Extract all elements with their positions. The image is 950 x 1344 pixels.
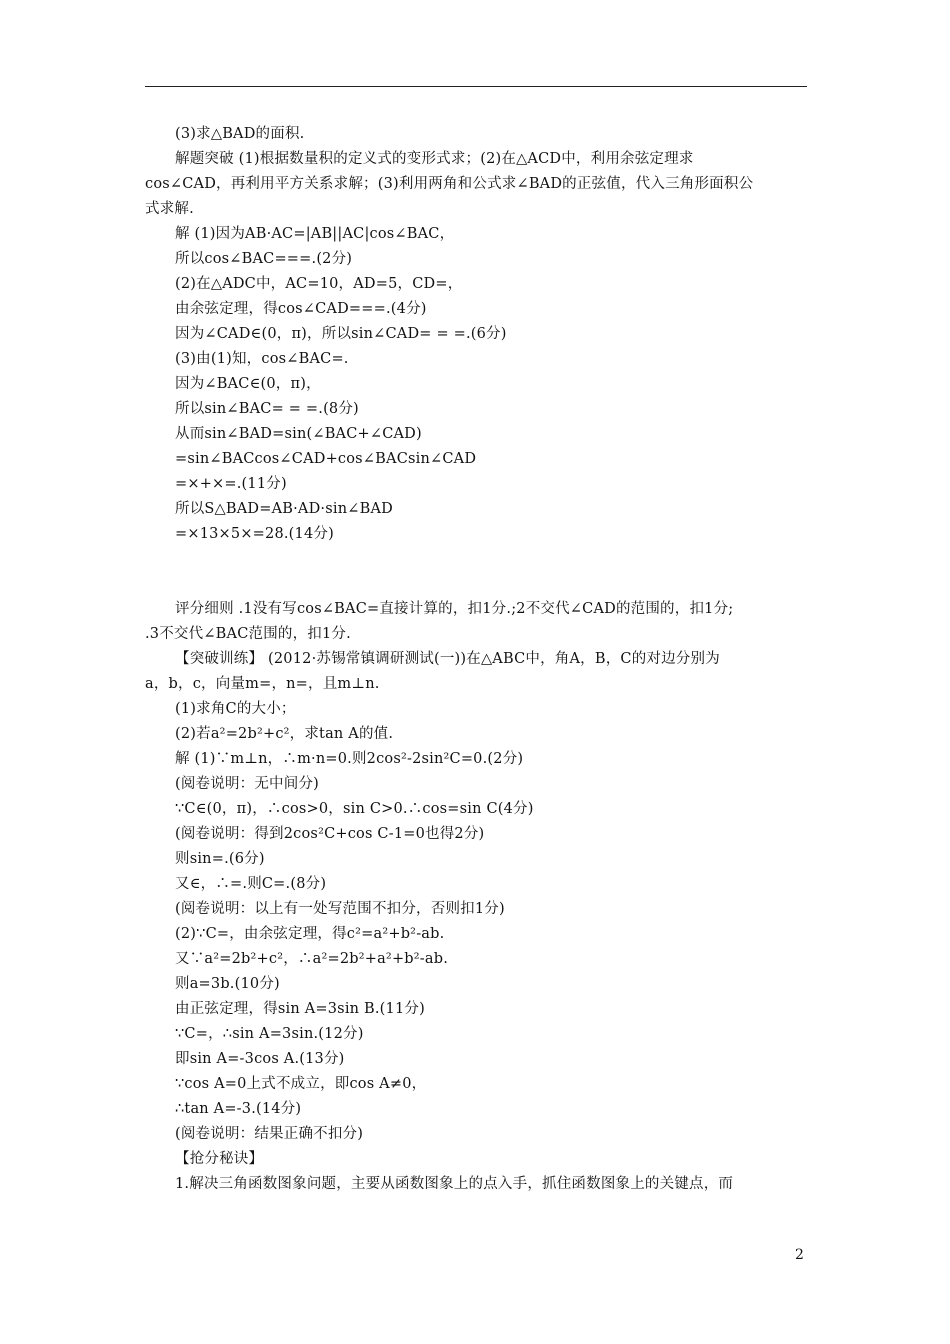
text-line: ∴tan A=-3.(14分) xyxy=(175,1101,302,1117)
text-line: (3)求△BAD的面积. xyxy=(175,126,305,142)
text-line: 即sin A=-3cos A.(13分) xyxy=(175,1051,345,1067)
text-line: 式求解. xyxy=(145,201,194,217)
text-line: 因为∠CAD∈(0，π)，所以sin∠CAD= = =.(6分) xyxy=(175,326,507,342)
text-line: ∵C∈(0，π)，∴cos>0，sin C>0.∴cos=sin C(4分) xyxy=(175,801,534,817)
text-line: (3)由(1)知，cos∠BAC=. xyxy=(175,351,349,367)
text-line: (阅卷说明：以上有一处写范围不扣分，否则扣1分) xyxy=(175,901,505,917)
text-line: 由正弦定理，得sin A=3sin B.(11分) xyxy=(175,1001,425,1017)
text-line: (1)求角C的大小； xyxy=(175,701,296,717)
text-line: (阅卷说明：结果正确不扣分) xyxy=(175,1126,364,1142)
text-line: 所以cos∠BAC===.(2分) xyxy=(175,251,353,267)
text-line: 解 (1)因为AB·AC=|AB||AC|cos∠BAC， xyxy=(175,226,455,242)
text-line: (2)∵C=，由余弦定理，得c²=a²+b²-ab. xyxy=(175,926,445,942)
text-line: 所以sin∠BAC= = =.(8分) xyxy=(175,401,359,417)
text-line: 所以S△BAD=AB·AD·sin∠BAD xyxy=(175,501,393,517)
text-line: 【抢分秘诀】 xyxy=(175,1151,264,1167)
text-line: 评分细则 .1没有写cos∠BAC=直接计算的，扣1分.;2不交代∠CAD的范围的，扣1分; xyxy=(175,601,734,617)
text-line: =×+×=.(11分) xyxy=(175,476,287,492)
text-line: =sin∠BACcos∠CAD+cos∠BACsin∠CAD xyxy=(175,451,477,467)
text-line: (2)在△ADC中，AC=10，AD=5，CD=， xyxy=(175,276,463,292)
page-number: 2 xyxy=(795,1247,804,1263)
text-line: 则sin=.(6分) xyxy=(175,851,265,867)
text-line: a，b，c，向量m=，n=，且m⊥n. xyxy=(145,676,380,692)
text-line: 【突破训练】 (2012·苏锡常镇调研测试(一))在△ABC中，角A，B，C的对边分别为 xyxy=(175,651,720,667)
header-rule xyxy=(145,86,807,87)
text-line: ∵C=，∴sin A=3sin.(12分) xyxy=(175,1026,364,1042)
text-line: 1.解决三角函数图象问题，主要从函数图象上的点入手，抓住函数图象上的关键点，而 xyxy=(175,1176,734,1192)
text-line: 则a=3b.(10分) xyxy=(175,976,280,992)
text-line: 又∵a²=2b²+c²，∴a²=2b²+a²+b²-ab. xyxy=(175,951,449,967)
text-line: cos∠CAD，再利用平方关系求解；(3)利用两角和公式求∠BAD的正弦值，代入三角形面积公 xyxy=(145,176,754,192)
text-line: .3不交代∠BAC范围的，扣1分. xyxy=(145,626,351,642)
text-line: 解题突破 (1)根据数量积的定义式的变形式求；(2)在△ACD中，利用余弦定理求 xyxy=(175,151,694,167)
text-line: 解 (1)∵m⊥n，∴m·n=0.则2cos²-2sin²C=0.(2分) xyxy=(175,751,524,767)
text-line: 由余弦定理，得cos∠CAD===.(4分) xyxy=(175,301,427,317)
text-line: (2)若a²=2b²+c²，求tan A的值. xyxy=(175,726,394,742)
text-line: 从而sin∠BAD=sin(∠BAC+∠CAD) xyxy=(175,426,422,442)
text-line: ∵cos A=0上式不成立，即cos A≠0， xyxy=(175,1076,427,1092)
text-line: (阅卷说明：得到2cos²C+cos C-1=0也得2分) xyxy=(175,826,485,842)
text-line: (阅卷说明：无中间分) xyxy=(175,776,320,792)
text-line: =×13×5×=28.(14分) xyxy=(175,526,334,542)
text-line: 因为∠BAC∈(0，π)， xyxy=(175,376,321,392)
text-line: 又∈，∴=.则C=.(8分) xyxy=(175,876,327,892)
